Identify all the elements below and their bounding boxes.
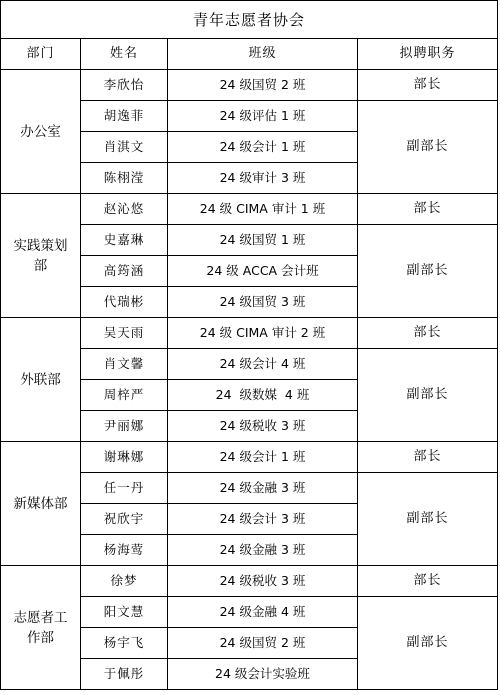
member-class: 24 级 ACCA 会计班 xyxy=(168,256,358,287)
department-cell: 新媒体部 xyxy=(1,442,81,566)
member-name: 于佩彤 xyxy=(81,659,168,690)
member-name: 李欣怡 xyxy=(81,70,168,101)
department-cell: 办公室 xyxy=(1,70,81,194)
position-cell: 部长 xyxy=(358,70,498,101)
header-position: 拟聘职务 xyxy=(358,39,498,70)
position-cell: 部长 xyxy=(358,194,498,225)
member-class: 24 级税收 3 班 xyxy=(168,566,358,597)
header-department: 部门 xyxy=(1,39,81,70)
position-cell: 部长 xyxy=(358,566,498,597)
table-row xyxy=(1,194,498,225)
table-row xyxy=(1,442,498,473)
member-name: 杨海莺 xyxy=(81,535,168,566)
member-name: 胡逸菲 xyxy=(81,101,168,132)
position-cell: 副部长 xyxy=(358,597,498,690)
member-class: 24 级审计 3 班 xyxy=(168,163,358,194)
member-class: 24 级国贸 2 班 xyxy=(168,628,358,659)
position-cell: 副部长 xyxy=(358,473,498,566)
member-class: 24 级会计 1 班 xyxy=(168,442,358,473)
member-class: 24 级国贸 2 班 xyxy=(168,70,358,101)
member-name: 杨宇飞 xyxy=(81,628,168,659)
member-class: 24 级金融 3 班 xyxy=(168,535,358,566)
member-name: 徐梦 xyxy=(81,566,168,597)
member-class: 24 级 CIMA 审计 2 班 xyxy=(168,318,358,349)
member-class: 24 级金融 4 班 xyxy=(168,597,358,628)
member-name: 陈栩滢 xyxy=(81,163,168,194)
member-class: 24 级会计 3 班 xyxy=(168,504,358,535)
table-row xyxy=(1,318,498,349)
department-cell: 外联部 xyxy=(1,318,81,442)
member-class: 24 级会计实验班 xyxy=(168,659,358,690)
position-cell: 部长 xyxy=(358,442,498,473)
member-class: 24 级金融 3 班 xyxy=(168,473,358,504)
member-class: 24 级会计 1 班 xyxy=(168,132,358,163)
table-title: 青年志愿者协会 xyxy=(1,1,498,39)
member-name: 祝欣宇 xyxy=(81,504,168,535)
position-cell: 副部长 xyxy=(358,225,498,318)
member-name: 代瑞彬 xyxy=(81,287,168,318)
member-class: 24 级税收 3 班 xyxy=(168,411,358,442)
department-cell: 实践策划部 xyxy=(1,194,81,318)
position-cell: 副部长 xyxy=(358,349,498,442)
table-row xyxy=(1,70,498,101)
member-name: 高筠涵 xyxy=(81,256,168,287)
member-class: 24 级数媒 4 班 xyxy=(168,380,358,411)
member-name: 吴天雨 xyxy=(81,318,168,349)
member-name: 阳文慧 xyxy=(81,597,168,628)
department-cell: 志愿者工作部 xyxy=(1,566,81,690)
header-row xyxy=(1,39,498,70)
member-name: 尹丽娜 xyxy=(81,411,168,442)
position-cell: 部长 xyxy=(358,318,498,349)
member-name: 肖淇文 xyxy=(81,132,168,163)
table-row xyxy=(1,566,498,597)
member-class: 24 级国贸 1 班 xyxy=(168,225,358,256)
member-name: 赵沁悠 xyxy=(81,194,168,225)
position-cell: 副部长 xyxy=(358,101,498,194)
header-class: 班级 xyxy=(168,39,358,70)
member-class: 24 级 CIMA 审计 1 班 xyxy=(168,194,358,225)
member-name: 周梓严 xyxy=(81,380,168,411)
member-name: 谢琳娜 xyxy=(81,442,168,473)
member-name: 任一丹 xyxy=(81,473,168,504)
member-name: 史嘉琳 xyxy=(81,225,168,256)
member-class: 24 级会计 4 班 xyxy=(168,349,358,380)
header-name: 姓名 xyxy=(81,39,168,70)
member-class: 24 级评估 1 班 xyxy=(168,101,358,132)
member-name: 肖文馨 xyxy=(81,349,168,380)
member-class: 24 级国贸 3 班 xyxy=(168,287,358,318)
